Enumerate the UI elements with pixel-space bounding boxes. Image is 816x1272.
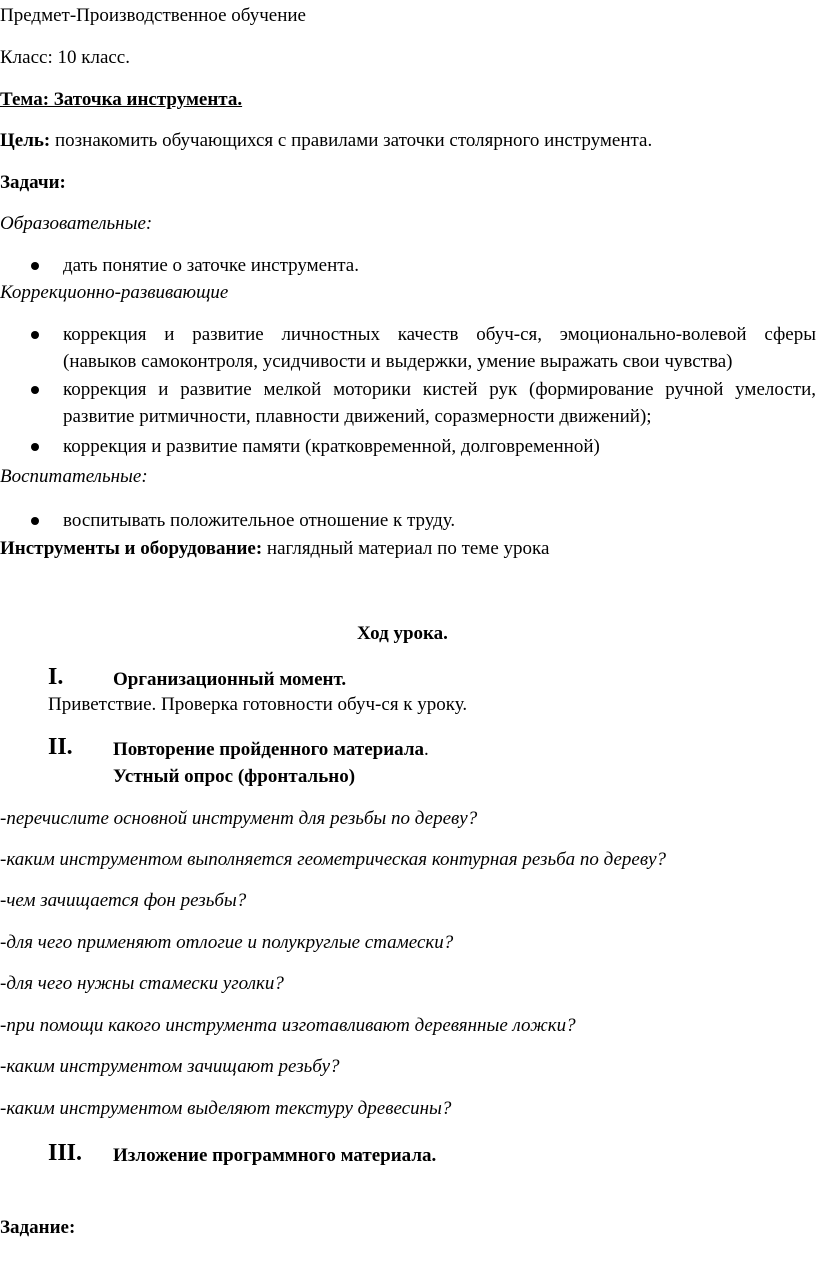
equipment-label: Инструменты и оборудование: <box>0 538 263 559</box>
section-title-line <box>113 736 429 763</box>
assignment-label: Задание: <box>0 1217 76 1238</box>
question-item: -каким инструментом выполняется геометрическая контурная резьба по дереву? <box>0 849 667 870</box>
section-title: Организационный момент. <box>113 669 347 690</box>
bullet-icon <box>31 331 39 339</box>
tasks-heading: Задачи: <box>0 172 66 193</box>
list-item-text: дать понятие о заточке инструмента. <box>63 255 359 276</box>
goal-line <box>0 127 652 154</box>
list-item-text: развитие ритмичности, плавности движений, соразмерности движений); <box>63 406 652 427</box>
bullet-icon <box>31 517 39 525</box>
question-item: -при помощи какого инструмента изготавливают деревянные ложки? <box>0 1015 576 1036</box>
list-item-text: коррекция и развитие памяти (кратковременной, долговременной) <box>63 436 600 457</box>
section-1 <box>0 664 816 724</box>
equipment-line <box>0 535 549 562</box>
list-item-text: коррекция и развитие личностных качеств обуч-ся, эмоционально-волевой сферы <box>63 324 816 345</box>
question-item: -для чего нужны стамески уголки? <box>0 973 284 994</box>
class-line: Класс: 10 класс. <box>0 47 130 68</box>
list-item-text: воспитывать положительное отношение к труду. <box>63 510 456 531</box>
section-numeral: II. <box>48 734 73 760</box>
question-item: -для чего применяют отлогие и полукруглые стамески? <box>0 932 454 953</box>
subject-line: Предмет-Производственное обучение <box>0 5 306 26</box>
section-text: Приветствие. Проверка готовности обуч-ся к уроку. <box>48 694 468 715</box>
section-2 <box>0 734 816 794</box>
bullet-icon <box>31 443 39 451</box>
list-item-text: (навыков самоконтроля, усидчивости и выдержки, умение выражать свои чувства) <box>63 351 733 372</box>
equipment-text: наглядный материал по теме урока <box>262 538 550 559</box>
section-3 <box>0 1140 816 1170</box>
section-numeral: III. <box>48 1140 83 1166</box>
goal-text: познакомить обучающихся с правилами заточки столярного инструмента. <box>50 130 653 151</box>
bullet-icon <box>31 386 39 394</box>
bullet-icon <box>31 262 39 270</box>
question-item: -перечислите основной инструмент для резьбы по дереву? <box>0 808 478 829</box>
section-title: Изложение программного материала. <box>113 1145 437 1166</box>
topic-line: Тема: Заточка инструмента. <box>0 89 243 110</box>
question-item: -чем зачищается фон резьбы? <box>0 890 247 911</box>
educational-label: Образовательные: <box>0 213 153 234</box>
question-item: -каким инструментом выделяют текстуру древесины? <box>0 1098 452 1119</box>
section-title: Повторение пройденного материала <box>113 739 424 760</box>
section-subtitle: Устный опрос (фронтально) <box>113 766 356 787</box>
lesson-title: Ход урока. <box>357 623 448 644</box>
upbringing-label: Воспитательные: <box>0 466 148 487</box>
goal-label: Цель: <box>0 130 51 151</box>
list-item-text: коррекция и развитие мелкой моторики кистей рук (формирование ручной умелости, <box>63 379 816 400</box>
correctional-label: Коррекционно-развивающие <box>0 282 229 303</box>
section-numeral: I. <box>48 664 64 690</box>
question-item: -каким инструментом зачищают резьбу? <box>0 1056 340 1077</box>
section-title-suffix: . <box>424 739 429 760</box>
